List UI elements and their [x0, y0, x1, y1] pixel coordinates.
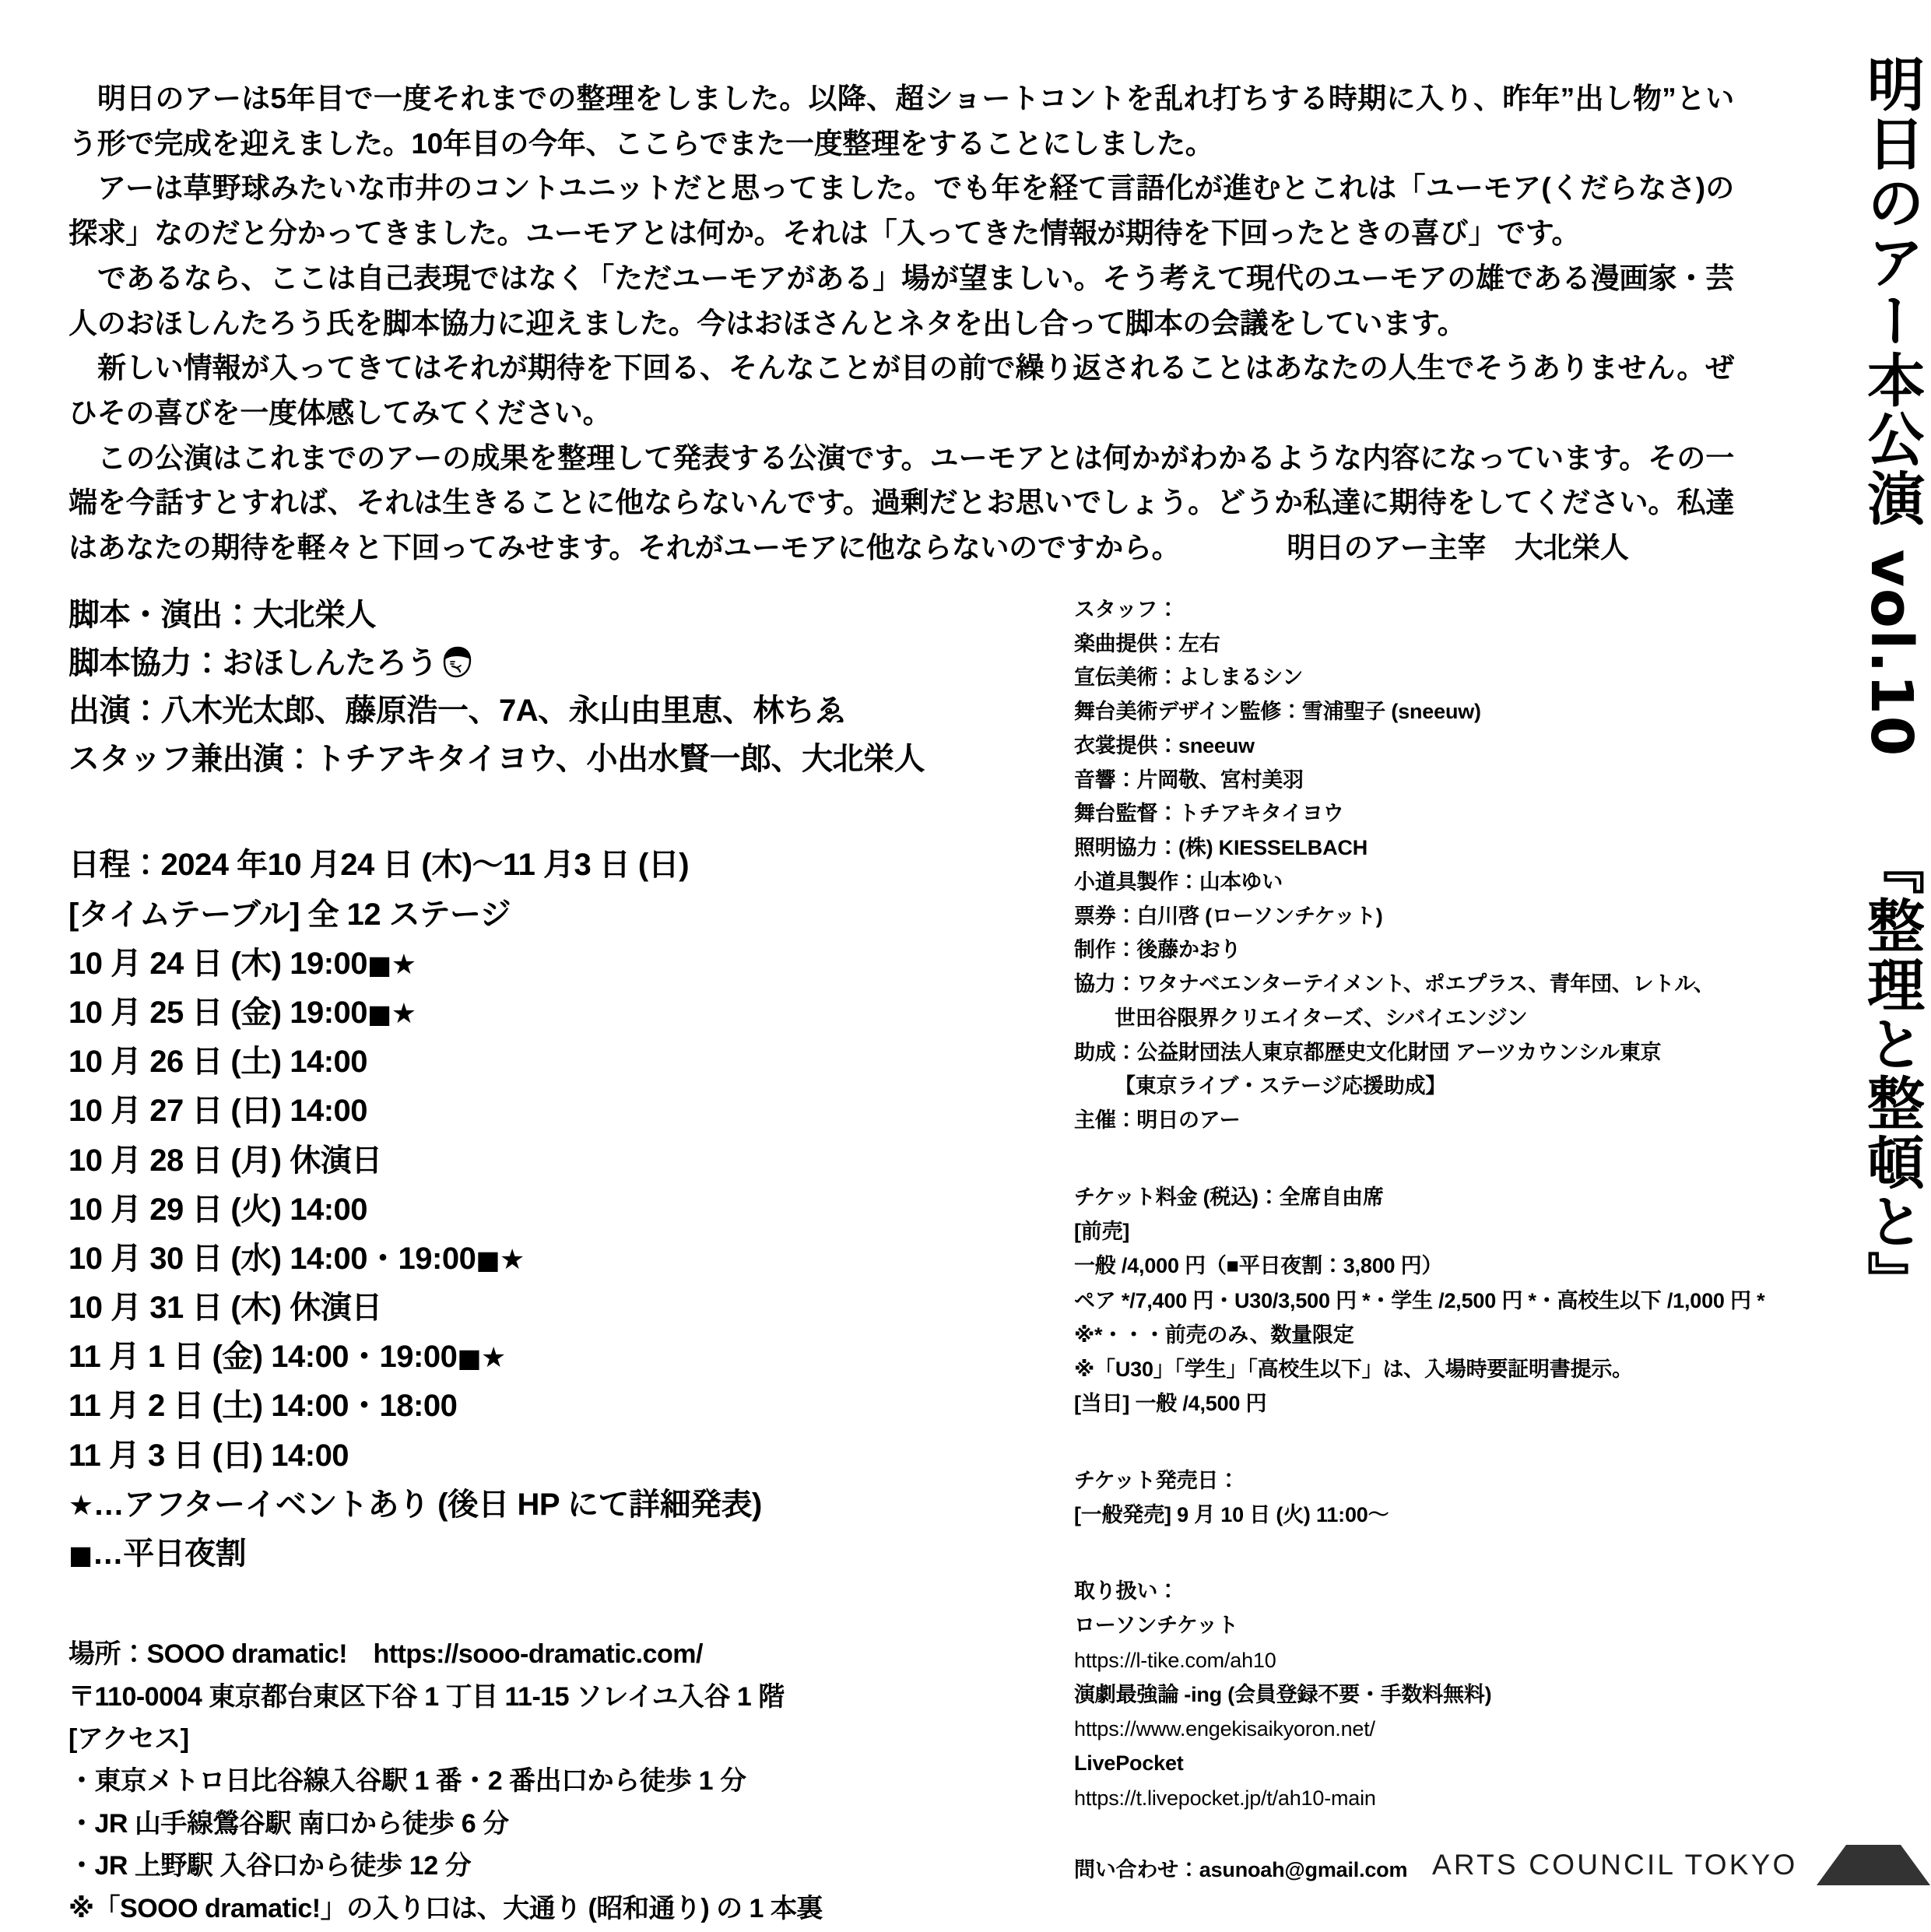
outlet-name: LivePocket	[1074, 1751, 1184, 1776]
spacer	[1074, 1138, 1868, 1180]
square-marker-icon: ■	[367, 998, 391, 1029]
staff-lines	[1074, 627, 1868, 1138]
schedule-row-date: 10 月 30 日 (水)	[68, 1241, 290, 1276]
square-marker-icon: ■	[476, 1244, 500, 1275]
schedule-row	[68, 1235, 1002, 1284]
schedule-row-time: 14:00	[290, 1192, 368, 1227]
outlet-items	[1074, 1608, 1868, 1815]
schedule-row	[68, 1136, 1002, 1186]
schedule-row-date: 11 月 1 日 (金)	[68, 1340, 272, 1375]
staff-line: 舞台監督：トチアキタイヨウ	[1074, 802, 1344, 826]
vertical-title-subtitle: 『整理と整頓と』	[1858, 836, 1925, 1310]
schedule-row	[68, 940, 1002, 989]
star-marker-icon: ★	[391, 948, 416, 981]
schedule-row	[68, 989, 1002, 1038]
price-note-id: ※「U30」「学生」「高校生以下」は、入場時要証明書提示。	[1074, 1358, 1633, 1382]
schedule-row-date: 11 月 3 日 (日)	[68, 1438, 272, 1473]
spacer	[1074, 1532, 1868, 1574]
schedule-row	[68, 1038, 1002, 1087]
credit-script-cooperation	[68, 640, 1002, 688]
schedule-row-time: 14:00	[271, 1438, 349, 1473]
outlets-block	[1074, 1574, 1868, 1815]
price-advance-header: [前売]	[1074, 1220, 1130, 1244]
price-note-asterisk: ※*・・・前売のみ、数量限定	[1074, 1323, 1354, 1347]
outlets-heading: 取り扱い：	[1074, 1579, 1178, 1604]
schedule-rows	[68, 940, 1002, 1481]
schedule-row-date: 10 月 28 日 (月)	[68, 1143, 290, 1178]
cartoon-face-icon	[439, 645, 475, 680]
star-marker-icon: ★	[68, 1489, 93, 1522]
left-column	[68, 592, 1002, 1930]
schedule-legend-square	[68, 1530, 1002, 1579]
arts-council-tokyo-mark-icon	[1815, 1843, 1931, 1887]
staff-line: 衣裳提供：sneeuw	[1074, 733, 1255, 757]
staff-line: 票券：白川啓 (ローソンチケット)	[1074, 904, 1383, 928]
spacer	[1074, 1421, 1868, 1463]
staff-line: 宣伝美術：よしまるシン	[1074, 666, 1304, 690]
price-door: [当日] 一般 /4,500 円	[1074, 1392, 1267, 1416]
schedule-row	[68, 1186, 1002, 1235]
contact-line[interactable]: 問い合わせ：asunoah@gmail.com	[1074, 1858, 1408, 1881]
staff-line: 照明協力：(株) KIESSELBACH	[1074, 836, 1368, 860]
prices-heading: チケット料金 (税込)：全席自由席	[1074, 1185, 1384, 1209]
right-column	[1074, 593, 1868, 1887]
prices-block	[1074, 1180, 1868, 1421]
star-marker-icon: ★	[481, 1342, 506, 1375]
schedule-timetable-header: [タイムテーブル] 全 12 ステージ	[68, 897, 511, 932]
intro-final-text: この公演はこれまでのアーの成果を整理して発表する公演です。ユーモアとは何かがわかるような内容になっています。その一端を今話すとすれば、それは生きることに他ならないんです。過剰だとお思いでしょう。どうか私達に期待をしてください。私達はあなたの期待を軽々と下回ってみせます。それがユーモアに他ならないのですから。	[68, 441, 1734, 564]
schedule-legend-star-text: …アフターイベントあり (後日 HP にて詳細発表)	[93, 1487, 762, 1522]
credit-script-cooperation-label: 脚本協力：おほしんたろう	[68, 645, 437, 680]
square-marker-icon: ■	[68, 1540, 93, 1570]
schedule-block	[68, 841, 1002, 1579]
outlet-name: 演劇最強論 -ing (会員登録不要・手数料無料)	[1074, 1682, 1492, 1706]
schedule-row	[68, 1284, 1002, 1333]
staff-line: 舞台美術デザイン監修：雪浦聖子 (sneeuw)	[1074, 700, 1481, 724]
staff-block	[1074, 593, 1868, 1138]
intro-paragraph: であるなら、ここは自己表現ではなく「ただユーモアがある」場が望ましい。そう考えて現代のユーモアの雄である漫画家・芸人のおほしんたろう氏を脚本協力に迎えました。今はおほさんとネタを出し合って脚本の会議をしています。	[68, 262, 1734, 339]
schedule-row-date: 10 月 24 日 (木)	[68, 946, 290, 981]
staff-line: 制作：後藤かおり	[1074, 938, 1241, 962]
access-item: ・JR 上野駅 入谷口から徒歩 12 分	[68, 1851, 472, 1881]
credit-staff-and-cast: スタッフ兼出演：トチアキタイヨウ、小出水賢一郎、大北栄人	[68, 741, 925, 776]
schedule-date-range: 日程：2024 年10 月24 日 (木)〜11 月3 日 (日)	[68, 848, 690, 883]
outlet-url[interactable]: https://l-tike.com/ah10	[1074, 1648, 1276, 1672]
schedule-row-time: 休演日	[290, 1143, 382, 1178]
access-item: ・JR 山手線鶯谷駅 南口から徒歩 6 分	[68, 1808, 509, 1839]
staff-line: 主催：明日のアー	[1074, 1108, 1241, 1133]
vertical-title-main: 明日のアー本公演 vol.10	[1858, 54, 1925, 758]
price-discounts: ペア */7,400 円・U30/3,500 円 *・学生 /2,500 円 *・高校生以下 /1,000 円 *	[1074, 1288, 1765, 1312]
schedule-row-date: 11 月 2 日 (土)	[68, 1389, 272, 1424]
staff-line: 楽曲提供：左右	[1074, 631, 1220, 655]
schedule-row-time: 14:00	[290, 1045, 368, 1080]
credit-cast: 出演：八木光太郎、藤原浩一、7A、永山由里恵、林ちゑ	[68, 694, 846, 729]
schedule-row	[68, 1431, 1002, 1481]
schedule-row-time: 19:00	[290, 995, 368, 1030]
schedule-row-time: 休演日	[290, 1291, 382, 1326]
schedule-row-date: 10 月 27 日 (日)	[68, 1094, 290, 1129]
schedule-row-date: 10 月 29 日 (火)	[68, 1192, 290, 1227]
schedule-row-time: 14:00・19:00	[271, 1340, 458, 1375]
star-marker-icon: ★	[500, 1243, 525, 1276]
schedule-row	[68, 1333, 1002, 1382]
schedule-row-time: 19:00	[290, 946, 368, 981]
intro-paragraph: 明日のアーは5年目で一度それまでの整理をしました。以降、超ショートコントを乱れ打ちする時期に入り、昨年”出し物”という形で完成を迎えました。10年目の今年、ここらでまた一度整理をすることにしました。	[68, 83, 1734, 160]
sale-heading: チケット発売日：	[1074, 1468, 1239, 1492]
venue-note: ※「SOOO dramatic!」の入り口は、大通り (昭和通り) の 1 本裏	[68, 1893, 823, 1923]
schedule-row-date: 10 月 25 日 (金)	[68, 995, 290, 1030]
intro-text-block	[68, 76, 1734, 571]
intro-signature: 明日のアー主宰 大北栄人	[1287, 532, 1629, 564]
staff-line: 協力：ワタナベエンターテイメント、ポエプラス、青年団、レトル、	[1074, 972, 1715, 996]
access-item: ・東京メトロ日比谷線入谷駅 1 番・2 番出口から徒歩 1 分	[68, 1766, 746, 1797]
intro-paragraph: 新しい情報が入ってきてはそれが期待を下回る、そんなことが目の前で繰り返されることはあなたの人生でそうありません。ぜひその喜びを一度体感してみてください。	[68, 352, 1734, 430]
outlet-name: ローソンチケット	[1074, 1614, 1238, 1638]
square-marker-icon: ■	[367, 949, 391, 980]
credit-script-director: 脚本・演出：大北栄人	[68, 598, 376, 632]
schedule-row	[68, 1382, 1002, 1431]
access-header: [アクセス]	[68, 1723, 189, 1754]
staff-line: 音響：片岡敬、宮村美羽	[1074, 768, 1304, 792]
outlet-url[interactable]: https://t.livepocket.jp/t/ah10-main	[1074, 1786, 1376, 1810]
credits-block	[68, 592, 1002, 783]
arts-council-tokyo-logo	[1432, 1843, 1931, 1887]
schedule-row-time: 14:00・18:00	[271, 1389, 458, 1424]
staff-line: 小道具製作：山本ゆい	[1074, 869, 1283, 894]
venue-block	[68, 1633, 1002, 1930]
schedule-row-date: 10 月 26 日 (土)	[68, 1045, 290, 1080]
schedule-row-date: 10 月 31 日 (木)	[68, 1291, 290, 1326]
staff-line: 助成：公益財団法人東京都歴史文化財団 アーツカウンシル東京	[1074, 1040, 1662, 1064]
staff-line: 【東京ライブ・ステージ応援助成】	[1115, 1074, 1447, 1098]
schedule-legend-square-text: …平日夜割	[92, 1537, 247, 1571]
schedule-row-time: 14:00・19:00	[290, 1241, 476, 1276]
venue-name-url[interactable]: 場所：SOOO dramatic! https://sooo-dramatic.com/	[68, 1639, 703, 1670]
sale-general-date: [一般発売] 9 月 10 日 (火) 11:00〜	[1074, 1502, 1389, 1526]
staff-heading: スタッフ：	[1074, 598, 1178, 621]
sale-block	[1074, 1463, 1868, 1533]
intro-paragraph: アーは草野球みたいな市井のコントユニットだと思ってました。でも年を経て言語化が進むとこれは「ユーモア(くだらなさ)の探求」なのだと分かってきました。ユーモアとは何か。それは「入ってきた情報が期待を下回ったときの喜び」です。	[68, 172, 1734, 250]
venue-address: 〒110-0004 東京都台東区下谷 1 丁目 11-15 ソレイユ入谷 1 階	[68, 1681, 785, 1712]
square-marker-icon: ■	[457, 1343, 482, 1374]
schedule-row	[68, 1087, 1002, 1136]
schedule-row-time: 14:00	[290, 1094, 368, 1129]
star-marker-icon: ★	[391, 997, 416, 1030]
outlet-url[interactable]: https://www.engekisaikyoron.net/	[1074, 1717, 1375, 1741]
intro-paragraph-final	[68, 436, 1734, 571]
staff-line: 世田谷限界クリエイターズ、シバイエンジン	[1115, 1006, 1528, 1030]
schedule-legend-star	[68, 1481, 1002, 1530]
arts-council-tokyo-text: ARTS COUNCIL TOKYO	[1432, 1849, 1798, 1881]
price-general: 一般 /4,000 円（■平日夜割：3,800 円）	[1074, 1254, 1443, 1278]
